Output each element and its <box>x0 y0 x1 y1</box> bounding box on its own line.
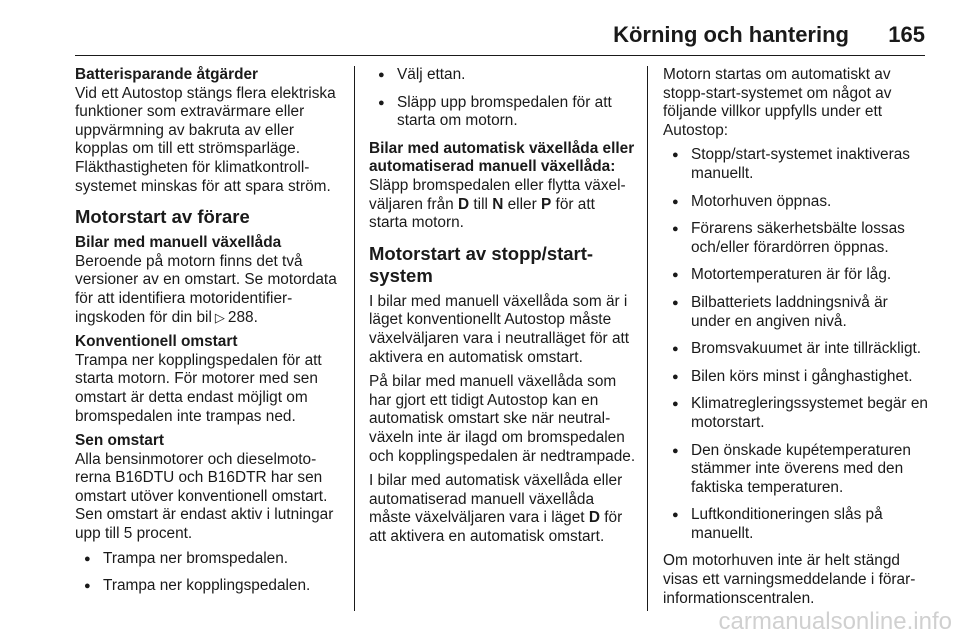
col2-bullet-list <box>369 66 636 131</box>
battery-heading: Batterisparande åtgärder <box>75 66 259 83</box>
list-item: ● Välj ettan. <box>369 66 636 85</box>
header-rule <box>75 55 925 56</box>
list-item: ● Bromsvakuumet är inte tillräckligt. <box>663 340 929 359</box>
section-heading-stopstart: Motorstart av stopp/start-system <box>369 242 594 286</box>
list-item: ● Den önskade kupétemperaturen stämmer inte överens med den faktiska temperaturen. <box>663 442 929 498</box>
text-span: I bilar med automatisk växellåda eller automatiserad manuell växellåda måste växelväljaren vara i läget <box>369 472 623 527</box>
column-divider-1 <box>354 66 355 611</box>
column-2 <box>369 66 636 552</box>
list-item: ● Bilbatteriets laddningsnivå är under en angiven nivå. <box>663 294 929 331</box>
late-text: Alla bensinmotorer och dieselmotorerna B16DTU och B16DTR har sen omstart utöver konventionell omstart. Sen omstart är endast aktiv i lutningar upp till 5 procent. <box>75 450 334 543</box>
list-item: ● Motortemperaturen är för låg. <box>663 266 929 285</box>
watermark: carmanualsonline.info <box>718 608 952 635</box>
text-span: för att starta motorn. <box>369 195 595 232</box>
automatic-text <box>369 177 636 233</box>
page-reference-arrow-icon: ▷ <box>214 309 225 325</box>
text-span: Släpp bromspedalen eller flytta växelväljaren från <box>369 176 626 213</box>
gear-n: N <box>492 195 504 213</box>
list-item: ● Trampa ner bromspedalen. <box>75 550 345 569</box>
automatic-heading: Bilar med automatisk växellåda eller automatiserad manuell växellåda: <box>369 139 635 176</box>
battery-text: Vid ett Autostop stängs flera elektriska funktioner som extravärmare eller uppvärmning av bakruta av eller kopplas om till ett strömsparläge. Fläkthastigheten för klimatkontrollsystemet minskas för att spara ström. <box>75 84 336 195</box>
gear-p: P <box>541 195 552 213</box>
conventional-text: Trampa ner kopplingspedalen för att starta motorn. För motorer med sen omstart är detta endast möjligt om bromspedalen inte trampas ned. <box>75 351 322 425</box>
conventional-heading: Konventionell omstart <box>75 333 238 351</box>
list-item: ● Förarens säkerhetsbälte lossas och/eller förardörren öppnas. <box>663 220 929 257</box>
autostart-intro: Motorn startas om automatiskt av stopp-start-systemet om något av följande villkor uppfylls under ett Autostop: <box>663 66 892 139</box>
page-number: 165 <box>888 22 925 47</box>
text-span: till <box>473 195 488 213</box>
page-header <box>75 22 925 56</box>
list-item: ● Luftkonditioneringen slås på manuellt. <box>663 506 929 543</box>
stopstart-paragraph-1: I bilar med manuell växellåda som är i läget konventionellt Autostop måste växelväljaren vara i neutralläget för att aktivera en automatisk omstart. <box>369 292 630 366</box>
stopstart-paragraph-3 <box>369 472 636 546</box>
text-span: eller <box>507 195 537 213</box>
column-divider-2 <box>647 66 648 611</box>
list-item: ● Motorhuven öppnas. <box>663 193 929 212</box>
chapter-title: Körning och hantering <box>613 22 849 47</box>
manual-text <box>75 253 345 327</box>
list-item: ● Klimatregleringssystemet begär en motorstart. <box>663 395 929 432</box>
autostart-outro: Om motorhuven inte är helt stängd visas ett varningsmeddelande i förarinformationscentralen. <box>663 552 916 607</box>
col1-bullet-list <box>75 550 345 596</box>
list-item: ● Bilen körs minst i gånghastighet. <box>663 368 929 387</box>
text-span: för att aktivera en automatisk omstart. <box>369 509 623 545</box>
col3-bullet-list <box>663 146 929 543</box>
manual-text-body: Beroende på motorn finns det två versioner av en omstart. Se motordata för att identifiera motoridentifieringskoden för din bil <box>75 252 337 326</box>
column-3 <box>663 66 929 614</box>
column-1 <box>75 66 345 605</box>
section-heading-driver-start: Motorstart av förare <box>75 206 250 228</box>
gear-d: D <box>588 509 600 527</box>
list-item: ● Stopp/start-systemet inaktiveras manuellt. <box>663 146 929 183</box>
manual-ref-page: 288. <box>227 308 258 326</box>
late-heading: Sen omstart <box>75 432 164 450</box>
stopstart-paragraph-2: På bilar med manuell växellåda som har gjort ett tidigt Autostop kan en automatisk omstart ske när neutralväxeln inte är ilagd om bromspedalen och kopplingspedalen är nedtrampade. <box>369 373 636 465</box>
list-item: ● Trampa ner kopplingspedalen. <box>75 577 345 596</box>
manual-heading: Bilar med manuell växellåda <box>75 234 282 252</box>
list-item: ● Släpp upp bromspedalen för att starta om motorn. <box>369 94 636 131</box>
gear-d: D <box>457 195 470 213</box>
